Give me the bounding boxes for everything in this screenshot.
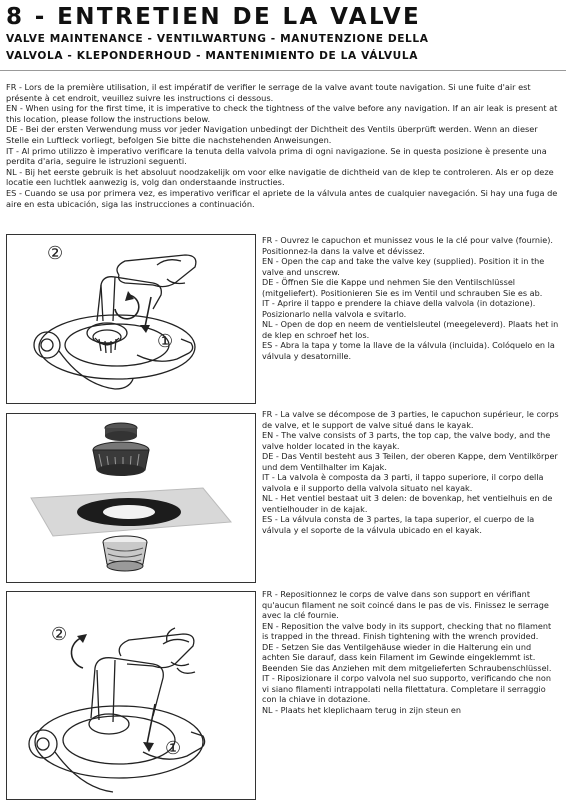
step-2-es: ES - La válvula consta de 3 partes, la tapa superior, el cuerpo de la válvula y el soporte de la válvula ubicado en el kayak. bbox=[262, 514, 535, 535]
step-1-es: ES - Abra la tapa y tome la llave de la válvula (incluida). Colóquelo en la válvula y desatornille. bbox=[262, 340, 555, 361]
intro-instructions bbox=[6, 82, 558, 209]
intro-en: EN - When using for the first time, it is imperative to check the tightness of the valve before any navigation. If an air leak is present at this location, please follow the instructions below. bbox=[6, 103, 558, 124]
valve-body bbox=[93, 442, 149, 476]
page-title: 8 - ENTRETIEN DE LA VALVE bbox=[6, 4, 422, 30]
step-1-fr: FR - Ouvrez le capuchon et munissez vous le la clé pour valve (fournie). Positionnez-la dans la valve et dévissez. bbox=[262, 235, 553, 256]
valve-holder bbox=[103, 536, 147, 571]
step-2-fr: FR - La valve se décompose de 3 parties, le capuchon supérieur, le corps de valve, et le support de valve situé dans le kayak. bbox=[262, 409, 559, 430]
step-1-illustration bbox=[6, 234, 256, 404]
step-3-it: IT - Riposizionare il corpo valvola nel suo supporto, verificando che non vi siano filamenti intrappolati nella filettatura. Completare il serraggio con la chiave in dotazione. bbox=[262, 673, 552, 704]
step-3-illustration bbox=[6, 591, 256, 800]
step-1-it: IT - Aprire il tappo e prendere la chiave della valvola (in dotazione). Posizionarlo nella valvola e svitarlo. bbox=[262, 298, 536, 319]
step-3-nl: NL - Plaats het kleplichaam terug in zijn steun en bbox=[262, 704, 462, 715]
callout-1: ① bbox=[165, 738, 182, 759]
page-subtitle-line-1: VALVE MAINTENANCE - VENTILWARTUNG - MANUTENZIONE DELLA bbox=[6, 33, 429, 45]
intro-it: IT - Al primo utilizzo è imperativo verificare la tenuta della valvola prima di ogni navigazione. Se in questa posizione è presente una perdita d'aria, seguire le istruzioni seguenti. bbox=[6, 145, 547, 167]
step-3-de: DE - Setzen Sie das Ventilgehäuse wieder in die Halterung ein und achten Sie darauf, dass kein Filament im Gewinde eingeklemmt ist. Beenden Sie das Anziehen mit dem mitgelieferten Schraubenschlüssel. bbox=[262, 641, 552, 673]
step-3-instructions bbox=[262, 589, 560, 800]
header-divider bbox=[0, 70, 566, 71]
valve-top-cap bbox=[105, 423, 137, 441]
step-1-en: EN - Open the cap and take the valve key (supplied). Position it in the valve and unscrew. bbox=[262, 256, 545, 277]
step-1-de: DE - Öffnen Sie die Kappe und nehmen Sie den Ventilschlüssel (mitgeliefert). Positionieren Sie es im Ventil und schrauben Sie es ab. bbox=[262, 277, 543, 298]
step-2-it: IT - La valvola è composta da 3 parti, il tappo superiore, il corpo della valvola e il supporto della valvola situato nel kayak. bbox=[262, 472, 544, 493]
step-2-de: DE - Das Ventil besteht aus 3 Teilen, der oberen Kappe, dem Ventilkörper und dem Ventilhalter im Kajak. bbox=[262, 451, 558, 472]
kayak-fabric bbox=[31, 488, 231, 536]
intro-de: DE - Bei der ersten Verwendung muss vor jeder Navigation unbedingt der Dichtheit des Ventils überprüft werden. Wenn an dieser Stelle ein Luftleck vorliegt, befolgen Sie bitte die nachstehenden Anweisungen. bbox=[6, 124, 538, 145]
step-2-instructions bbox=[262, 409, 560, 535]
callout-1: ① bbox=[157, 331, 174, 352]
step-2-illustration bbox=[6, 413, 256, 583]
intro-es: ES - Cuando se usa por primera vez, es imperativo verificar el apriete de la válvula antes de cualquier navegación. Si hay una fuga de aire en esta ubicación, siga las instrucciones a continuación. bbox=[6, 187, 558, 209]
callout-2: ② bbox=[51, 624, 68, 645]
page-subtitle-line-2: VALVOLA - KLEPONDERHOUD - MANTENIMIENTO DE LA VÁLVULA bbox=[6, 50, 419, 62]
step-3-en: EN - Reposition the valve body in its support, checking that no filament is trapped in the thread. Finish tightening with the wrench provided. bbox=[262, 620, 552, 641]
intro-fr: FR - Lors de la première utilisation, il est impératif de verifier le serrage de la valve avant toute navigation. Si une fuite d'air est présente à cet endroit, veuillez suivre les instructions ci dessous. bbox=[6, 82, 531, 103]
step-1-instructions bbox=[262, 235, 560, 361]
step-2-nl: NL - Het ventiel bestaat uit 3 delen: de bovenkap, het ventielhuis en de ventielhouder in de kajak. bbox=[262, 493, 553, 514]
step-3-fr: FR - Repositionnez le corps de valve dans son support en vérifiant qu'aucun filament ne soit coincé dans le pas de vis. Finissez le serrage avec la clé fournie. bbox=[262, 589, 549, 620]
step-2-en: EN - The valve consists of 3 parts, the top cap, the valve body, and the valve holder located in the kayak. bbox=[262, 430, 551, 451]
intro-nl: NL - Bij het eerste gebruik is het absoluut noodzakelijk om voor elke navigatie de dichtheid van de klep te controleren. Als er op deze locatie een luchtlek aanwezig is, volg dan onderstaande instructies. bbox=[6, 166, 554, 188]
callout-2: ② bbox=[47, 243, 64, 264]
step-1-nl: NL - Open de dop en neem de ventielsleutel (meegeleverd). Plaats het in de klep en schroef het los. bbox=[262, 319, 559, 340]
